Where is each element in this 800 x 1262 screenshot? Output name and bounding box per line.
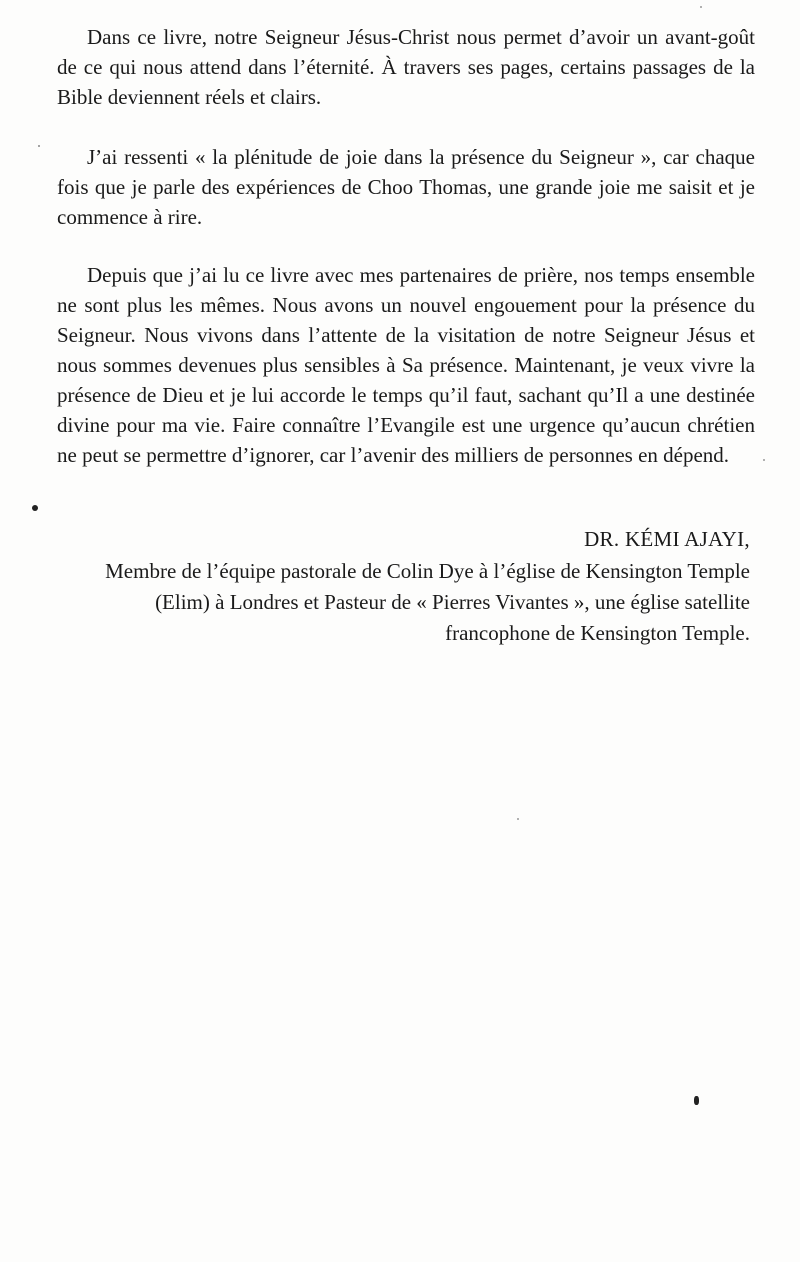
scan-speck: [32, 505, 38, 511]
scan-speck: [517, 818, 519, 820]
scan-speck: [700, 6, 702, 8]
paragraph-text: Dans ce livre, notre Seigneur Jésus-Christ nous permet d’avoir un avant-goût de ce qui nous attend dans l’éternité. À travers ses pages, certains passages de la Bible deviennent réels et clairs.: [57, 25, 755, 109]
paragraph-text: Depuis que j’ai lu ce livre avec mes partenaires de prière, nos temps ensemble ne sont plus les mêmes. Nous avons un nouvel engouement pour la présence du Seigneur. Nous vivons dans l’attente de la visitation de notre Seigneur Jésus et nous sommes devenues plus sensibles à Sa présence. Maintenant, je veux vivre la présence de Dieu et je lui accorde le temps qu’il faut, sachant qu’Il a une destinée divine pour ma vie. Faire connaître l’Evangile est une urgence qu’aucun chrétien ne peut se permettre d’ignorer, car l’avenir des milliers de personnes en dépend.: [57, 263, 755, 467]
signature-name: DR. KÉMI AJAYI,: [584, 527, 750, 551]
scan-speck: [38, 145, 40, 147]
scan-speck: [694, 1096, 699, 1105]
scan-speck: [763, 459, 765, 461]
paragraph-text: J’ai ressenti « la plénitude de joie dans la présence du Seigneur », car chaque fois que je parle des expériences de Choo Thomas, une grande joie me saisit et je commence à rire.: [57, 145, 755, 229]
paragraph-2: [57, 142, 755, 232]
signature-role: Membre de l’équipe pastorale de Colin Dye à l’église de Kensington Temple (Elim) à Londres et Pasteur de « Pierres Vivantes », une église satellite francophone de Kensington Temple.: [105, 559, 750, 645]
paragraph-1: [57, 22, 755, 112]
paragraph-3: [57, 260, 755, 470]
